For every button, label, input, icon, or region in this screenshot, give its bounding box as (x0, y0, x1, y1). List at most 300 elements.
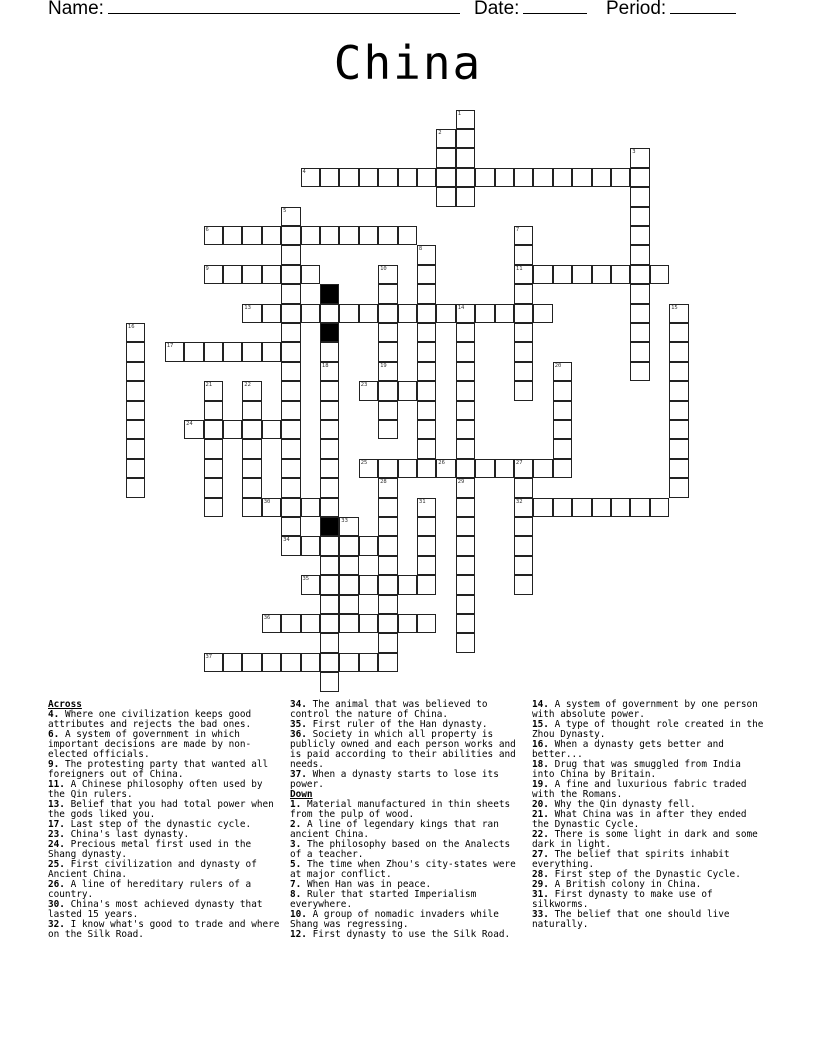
crossword-cell[interactable] (533, 265, 553, 285)
crossword-cell[interactable] (456, 498, 476, 518)
crossword-cell[interactable] (378, 401, 398, 421)
crossword-cell[interactable] (281, 342, 301, 362)
crossword-cell[interactable] (126, 478, 146, 498)
crossword-cell[interactable] (514, 556, 534, 576)
crossword-cell[interactable] (669, 362, 689, 382)
crossword-cell[interactable] (126, 323, 146, 343)
crossword-cell[interactable] (184, 420, 204, 440)
crossword-cell[interactable] (456, 362, 476, 382)
crossword-cell[interactable] (126, 459, 146, 479)
clue-item (48, 760, 284, 780)
crossword-cell[interactable] (281, 459, 301, 479)
crossword-cell[interactable] (359, 614, 379, 634)
crossword-cell[interactable] (456, 401, 476, 421)
crossword-cell[interactable] (669, 304, 689, 324)
crossword-cell[interactable] (456, 595, 476, 615)
clue-item-text: The time when Zhou's city-states were at major conflict. (290, 859, 516, 880)
crossword-cell[interactable] (301, 614, 321, 634)
crossword-cell[interactable] (533, 304, 553, 324)
crossword-cell[interactable] (359, 536, 379, 556)
crossword-cell[interactable] (630, 168, 650, 188)
crossword-cell[interactable] (126, 342, 146, 362)
crossword-cell[interactable] (320, 575, 340, 595)
crossword-cell[interactable] (378, 498, 398, 518)
crossword-cell[interactable] (417, 323, 437, 343)
crossword-cell[interactable] (553, 168, 573, 188)
crossword-cell[interactable] (553, 459, 573, 479)
crossword-cell[interactable] (223, 265, 243, 285)
clue-number: 21 (205, 382, 213, 389)
crossword-cell[interactable] (669, 478, 689, 498)
crossword-cell[interactable] (533, 168, 553, 188)
crossword-cell[interactable] (378, 304, 398, 324)
crossword-cell[interactable] (301, 498, 321, 518)
crossword-cell[interactable] (514, 498, 534, 518)
crossword-cell[interactable] (398, 614, 418, 634)
crossword-cell[interactable] (378, 168, 398, 188)
crossword-cell[interactable] (359, 575, 379, 595)
crossword-cell[interactable] (398, 459, 418, 479)
crossword-cell[interactable] (417, 342, 437, 362)
crossword-cell[interactable] (650, 265, 670, 285)
crossword-cell[interactable] (669, 401, 689, 421)
crossword-cell[interactable] (320, 362, 340, 382)
crossword-cell[interactable] (204, 478, 224, 498)
crossword-cell[interactable] (514, 304, 534, 324)
date-field[interactable] (474, 0, 587, 20)
crossword-cell[interactable] (630, 245, 650, 265)
crossword-cell[interactable] (204, 498, 224, 518)
crossword-cell[interactable] (456, 187, 476, 207)
crossword-cell[interactable] (378, 575, 398, 595)
crossword-cell[interactable] (456, 381, 476, 401)
crossword-cell[interactable] (281, 420, 301, 440)
crossword-cell[interactable] (553, 265, 573, 285)
crossword-cell[interactable] (204, 401, 224, 421)
crossword-cell[interactable] (242, 459, 262, 479)
crossword-cell[interactable] (339, 614, 359, 634)
crossword-cell[interactable] (320, 595, 340, 615)
crossword-cell[interactable] (398, 304, 418, 324)
crossword-cell[interactable] (262, 304, 282, 324)
crossword-cell[interactable] (320, 459, 340, 479)
crossword-cell[interactable] (242, 342, 262, 362)
crossword-cell[interactable] (436, 304, 456, 324)
crossword-cell[interactable] (398, 168, 418, 188)
clue-number: 3 (632, 149, 636, 156)
crossword-cell[interactable] (495, 304, 515, 324)
crossword-cell[interactable] (378, 420, 398, 440)
crossword-cell[interactable] (378, 226, 398, 246)
crossword-cell[interactable] (281, 323, 301, 343)
crossword-cell[interactable] (320, 420, 340, 440)
crossword-cell[interactable] (359, 226, 379, 246)
crossword-cell[interactable] (262, 420, 282, 440)
crossword-cell[interactable] (456, 575, 476, 595)
crossword-cell[interactable] (436, 459, 456, 479)
clue-number: 17 (166, 343, 174, 350)
crossword-cell[interactable] (223, 653, 243, 673)
crossword-cell[interactable] (514, 245, 534, 265)
crossword-cell[interactable] (650, 498, 670, 518)
crossword-cell[interactable] (514, 517, 534, 537)
crossword-cell[interactable] (204, 439, 224, 459)
crossword-cell[interactable] (204, 653, 224, 673)
crossword-cell[interactable] (242, 653, 262, 673)
crossword-cell[interactable] (669, 381, 689, 401)
clue-item (532, 810, 768, 830)
crossword-cell[interactable] (630, 304, 650, 324)
crossword-cell[interactable] (339, 226, 359, 246)
crossword-cell[interactable] (456, 323, 476, 343)
clue-item (48, 880, 284, 900)
clue-item-number: 4. (48, 709, 60, 720)
crossword-cell[interactable] (630, 187, 650, 207)
crossword-cell[interactable] (281, 226, 301, 246)
clue-item-text: First dynasty to use the Silk Road. (306, 929, 511, 940)
crossword-cell[interactable] (417, 536, 437, 556)
clue-item-text: The belief that one should live naturally. (532, 909, 730, 930)
crossword-cell[interactable] (456, 304, 476, 324)
period-label: Period: (606, 0, 667, 19)
clue-item (48, 900, 284, 920)
crossword-cell[interactable] (514, 226, 534, 246)
crossword-cell[interactable] (320, 633, 340, 653)
crossword-cell[interactable] (126, 401, 146, 421)
crossword-cell[interactable] (378, 653, 398, 673)
crossword-cell[interactable] (339, 556, 359, 576)
crossword-cell[interactable] (436, 148, 456, 168)
crossword-cell[interactable] (495, 459, 515, 479)
clue-item-text: Belief that you had total power when the gods liked you. (48, 799, 274, 820)
crossword-cell[interactable] (204, 226, 224, 246)
crossword-cell[interactable] (417, 614, 437, 634)
crossword-cell[interactable] (301, 304, 321, 324)
crossword-cell[interactable] (630, 148, 650, 168)
crossword-cell[interactable] (592, 498, 612, 518)
crossword-cell[interactable] (514, 342, 534, 362)
crossword-cell[interactable] (611, 168, 631, 188)
crossword-cell[interactable] (320, 226, 340, 246)
crossword-cell[interactable] (204, 420, 224, 440)
clue-item-text: A line of legendary kings that ran ancient China. (290, 819, 499, 840)
crossword-cell[interactable] (378, 323, 398, 343)
crossword-cell[interactable] (378, 459, 398, 479)
crossword-cell[interactable] (456, 556, 476, 576)
crossword-cell[interactable] (514, 478, 534, 498)
crossword-cell[interactable] (553, 420, 573, 440)
crossword-cell[interactable] (223, 342, 243, 362)
crossword-cell[interactable] (475, 459, 495, 479)
clue-item-text: The protesting party that wanted all foreigners out of China. (48, 759, 269, 780)
crossword-cell[interactable] (262, 226, 282, 246)
crossword-cell[interactable] (339, 304, 359, 324)
crossword-cell[interactable] (553, 498, 573, 518)
crossword-cell[interactable] (630, 362, 650, 382)
crossword-cell[interactable] (514, 381, 534, 401)
crossword-cell[interactable] (262, 265, 282, 285)
crossword-cell[interactable] (436, 129, 456, 149)
crossword-cell[interactable] (301, 265, 321, 285)
crossword-cell[interactable] (281, 381, 301, 401)
crossword-cell[interactable] (417, 575, 437, 595)
clue-item (290, 840, 526, 860)
crossword-cell[interactable] (630, 226, 650, 246)
crossword-cell[interactable] (281, 362, 301, 382)
crossword-cell[interactable] (281, 536, 301, 556)
crossword-cell[interactable] (320, 401, 340, 421)
crossword-cell[interactable] (204, 265, 224, 285)
crossword-cell[interactable] (611, 265, 631, 285)
crossword-cell[interactable] (242, 439, 262, 459)
crossword-cell[interactable] (533, 459, 553, 479)
crossword-cell[interactable] (553, 401, 573, 421)
crossword-cell[interactable] (339, 595, 359, 615)
crossword-cell[interactable] (281, 614, 301, 634)
crossword-cell[interactable] (669, 420, 689, 440)
clue-item-text: A British colony in China. (548, 879, 702, 890)
crossword-cell[interactable] (320, 478, 340, 498)
crossword-cell[interactable] (281, 439, 301, 459)
crossword-cell[interactable] (281, 245, 301, 265)
crossword-cell[interactable] (320, 304, 340, 324)
clue-item-number: 5. (290, 859, 302, 870)
crossword-cell[interactable] (126, 439, 146, 459)
crossword-cell[interactable] (378, 342, 398, 362)
name-blank-line[interactable] (108, 0, 460, 14)
crossword-cell[interactable] (417, 420, 437, 440)
crossword-cell[interactable] (359, 653, 379, 673)
crossword-cell[interactable] (630, 498, 650, 518)
clue-item-number: 22. (532, 829, 549, 840)
crossword-cell[interactable] (339, 536, 359, 556)
crossword-cell[interactable] (592, 265, 612, 285)
crossword-cell[interactable] (514, 362, 534, 382)
clue-item-number: 34. (290, 699, 307, 710)
crossword-cell[interactable] (456, 614, 476, 634)
crossword-cell[interactable] (126, 362, 146, 382)
crossword-cell[interactable] (417, 362, 437, 382)
crossword-cell[interactable] (669, 459, 689, 479)
crossword-cell[interactable] (378, 362, 398, 382)
crossword-cell[interactable] (417, 284, 437, 304)
crossword-cell[interactable] (514, 459, 534, 479)
crossword-cell[interactable] (320, 556, 340, 576)
crossword-cell[interactable] (242, 478, 262, 498)
crossword-cell[interactable] (456, 633, 476, 653)
crossword-cell[interactable] (456, 342, 476, 362)
crossword-cell[interactable] (572, 498, 592, 518)
crossword-cell[interactable] (417, 168, 437, 188)
crossword-cell[interactable] (281, 498, 301, 518)
crossword-cell[interactable] (417, 498, 437, 518)
crossword-cell[interactable] (436, 168, 456, 188)
period-blank-line[interactable] (670, 0, 736, 14)
crossword-cell[interactable] (301, 653, 321, 673)
crossword-cell[interactable] (456, 517, 476, 537)
crossword-cell[interactable] (378, 614, 398, 634)
crossword-cell[interactable] (553, 439, 573, 459)
crossword-cell[interactable] (398, 575, 418, 595)
crossword-cell[interactable] (475, 304, 495, 324)
clue-item-number: 35. (290, 719, 307, 730)
clue-item (290, 820, 526, 840)
crossword-cell[interactable] (339, 517, 359, 537)
crossword-cell[interactable] (456, 459, 476, 479)
clue-number: 33 (341, 517, 348, 524)
crossword-cell[interactable] (417, 439, 437, 459)
clue-item-number: 23. (48, 829, 65, 840)
crossword-cell[interactable] (339, 168, 359, 188)
crossword-cell[interactable] (242, 401, 262, 421)
crossword-cell[interactable] (378, 284, 398, 304)
crossword-cell[interactable] (553, 362, 573, 382)
crossword-cell[interactable] (359, 459, 379, 479)
crossword-cell[interactable] (456, 168, 476, 188)
crossword-cell[interactable] (630, 323, 650, 343)
clue-item-number: 19. (532, 779, 549, 790)
crossword-cell[interactable] (456, 420, 476, 440)
crossword-cell[interactable] (320, 536, 340, 556)
crossword-cell[interactable] (262, 614, 282, 634)
crossword-cell[interactable] (339, 575, 359, 595)
crossword-cell[interactable] (262, 498, 282, 518)
crossword-cell[interactable] (242, 498, 262, 518)
crossword-cell[interactable] (204, 459, 224, 479)
crossword-cell[interactable] (281, 304, 301, 324)
crossword-cell[interactable] (126, 420, 146, 440)
crossword-cell[interactable] (592, 168, 612, 188)
crossword-cell[interactable] (204, 381, 224, 401)
crossword-cell[interactable] (301, 575, 321, 595)
crossword-cell[interactable] (514, 284, 534, 304)
crossword-cell[interactable] (514, 265, 534, 285)
crossword-cell[interactable] (572, 168, 592, 188)
crossword-cell[interactable] (301, 168, 321, 188)
period-field[interactable] (606, 0, 736, 20)
crossword-cell[interactable] (242, 265, 262, 285)
crossword-cell[interactable] (378, 265, 398, 285)
crossword-cell[interactable] (669, 439, 689, 459)
crossword-cell[interactable] (242, 381, 262, 401)
crossword-cell[interactable] (669, 323, 689, 343)
crossword-cell[interactable] (456, 536, 476, 556)
crossword-cell[interactable] (514, 168, 534, 188)
crossword-cell[interactable] (630, 342, 650, 362)
crossword-cell[interactable] (165, 342, 185, 362)
crossword-cell[interactable] (417, 304, 437, 324)
crossword-cell[interactable] (378, 556, 398, 576)
crossword-cell[interactable] (378, 478, 398, 498)
crossword-cell[interactable] (572, 265, 592, 285)
crossword-cell[interactable] (281, 653, 301, 673)
crossword-cell[interactable] (417, 517, 437, 537)
crossword-black-cell (320, 323, 340, 343)
crossword-cell[interactable] (301, 536, 321, 556)
crossword-cell[interactable] (514, 536, 534, 556)
crossword-cell[interactable] (475, 168, 495, 188)
name-field[interactable] (48, 0, 460, 20)
crossword-cell[interactable] (456, 439, 476, 459)
crossword-cell[interactable] (281, 284, 301, 304)
crossword-cell[interactable] (126, 381, 146, 401)
crossword-cell[interactable] (417, 556, 437, 576)
crossword-cell[interactable] (320, 381, 340, 401)
clue-number: 28 (380, 479, 387, 486)
crossword-cell[interactable] (281, 207, 301, 227)
crossword-cell[interactable] (514, 575, 534, 595)
crossword-cell[interactable] (553, 381, 573, 401)
crossword-cell[interactable] (320, 672, 340, 692)
crossword-cell[interactable] (456, 148, 476, 168)
crossword-cell[interactable] (320, 439, 340, 459)
crossword-cell[interactable] (378, 381, 398, 401)
crossword-black-cell (320, 284, 340, 304)
crossword-cell[interactable] (262, 342, 282, 362)
crossword-cell[interactable] (223, 226, 243, 246)
crossword-cell[interactable] (339, 653, 359, 673)
crossword-cell[interactable] (320, 342, 340, 362)
crossword-cell[interactable] (223, 420, 243, 440)
crossword-cell[interactable] (281, 401, 301, 421)
crossword-cell[interactable] (630, 284, 650, 304)
crossword-cell[interactable] (417, 381, 437, 401)
crossword-cell[interactable] (533, 498, 553, 518)
crossword-cell[interactable] (281, 478, 301, 498)
crossword-cell[interactable] (242, 420, 262, 440)
crossword-cell[interactable] (204, 342, 224, 362)
crossword-cell[interactable] (281, 265, 301, 285)
crossword-cell[interactable] (436, 187, 456, 207)
crossword-cell[interactable] (611, 498, 631, 518)
crossword-cell[interactable] (320, 168, 340, 188)
crossword-cell[interactable] (514, 323, 534, 343)
clue-item (48, 710, 284, 730)
crossword-cell[interactable] (456, 478, 476, 498)
crossword-cell[interactable] (417, 265, 437, 285)
crossword-cell[interactable] (417, 245, 437, 265)
crossword-cell[interactable] (184, 342, 204, 362)
clue-item-text: Drug that was smuggled from India into China by Britain. (532, 759, 741, 780)
crossword-cell[interactable] (320, 498, 340, 518)
crossword-cell[interactable] (242, 304, 262, 324)
crossword-cell[interactable] (378, 517, 398, 537)
crossword-cell[interactable] (378, 595, 398, 615)
crossword-cell[interactable] (417, 401, 437, 421)
crossword-cell[interactable] (456, 129, 476, 149)
crossword-cell[interactable] (456, 110, 476, 130)
crossword-cell[interactable] (630, 265, 650, 285)
crossword-cell[interactable] (669, 342, 689, 362)
crossword-cell[interactable] (301, 226, 321, 246)
crossword-cell[interactable] (359, 168, 379, 188)
crossword-cell[interactable] (495, 168, 515, 188)
crossword-cell[interactable] (320, 653, 340, 673)
crossword-cell[interactable] (359, 304, 379, 324)
crossword-cell[interactable] (281, 517, 301, 537)
crossword-cell[interactable] (398, 226, 418, 246)
date-blank-line[interactable] (523, 0, 587, 14)
crossword-cell[interactable] (262, 653, 282, 673)
crossword-cell[interactable] (417, 459, 437, 479)
crossword-cell[interactable] (242, 226, 262, 246)
crossword-cell[interactable] (359, 381, 379, 401)
crossword-cell[interactable] (320, 614, 340, 634)
crossword-cell[interactable] (378, 633, 398, 653)
crossword-cell[interactable] (398, 381, 418, 401)
crossword-cell[interactable] (630, 207, 650, 227)
crossword-cell[interactable] (378, 536, 398, 556)
